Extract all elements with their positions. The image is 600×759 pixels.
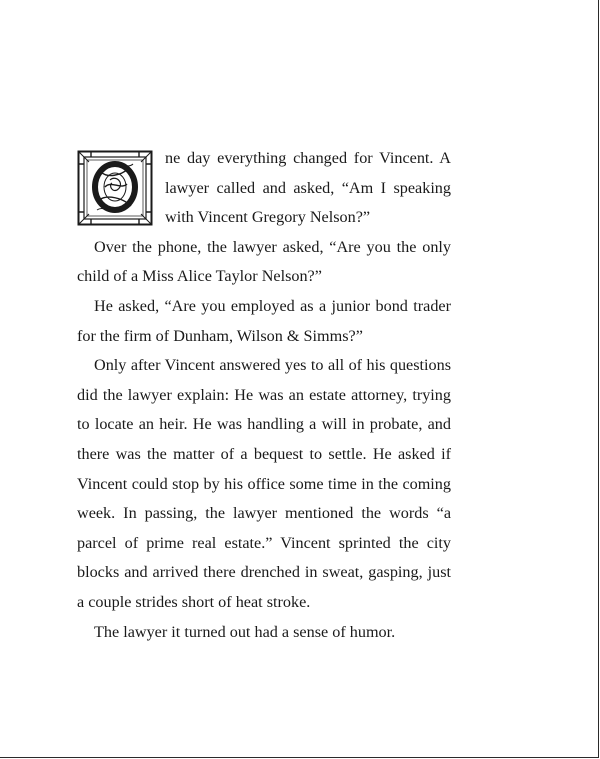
paragraph-1 xyxy=(77,144,451,233)
paragraph-2: Over the phone, the lawyer asked, “Are you the only child of a Miss Alice Taylor Nelson?” xyxy=(77,237,451,286)
paragraph-1-text: ne day everything changed for Vincent. A lawyer called and asked, “Am I speaking with Vincent Gregory Nelson?” xyxy=(165,149,451,227)
paragraph-4: Only after Vincent answered yes to all of his questions did the lawyer explain: He was an estate attorney, trying to locate an heir. He was handling a will in probate, and there was the matter of a bequest to settle. He asked if Vincent could stop by his office some time in the coming week. In passing, the lawyer mentioned the words “a parcel of prime real estate.” Vincent sprinted the city blocks and arrived there drenched in sweat, gasping, just a couple strides short of heat stroke. xyxy=(77,356,451,611)
drop-cap-ornament xyxy=(77,150,153,226)
paragraph-3: He asked, “Are you employed as a junior bond trader for the firm of Dunham, Wilson & Simms?” xyxy=(77,296,451,345)
body-text xyxy=(77,144,451,647)
paragraph-5: The lawyer it turned out had a sense of humor. xyxy=(94,622,396,641)
